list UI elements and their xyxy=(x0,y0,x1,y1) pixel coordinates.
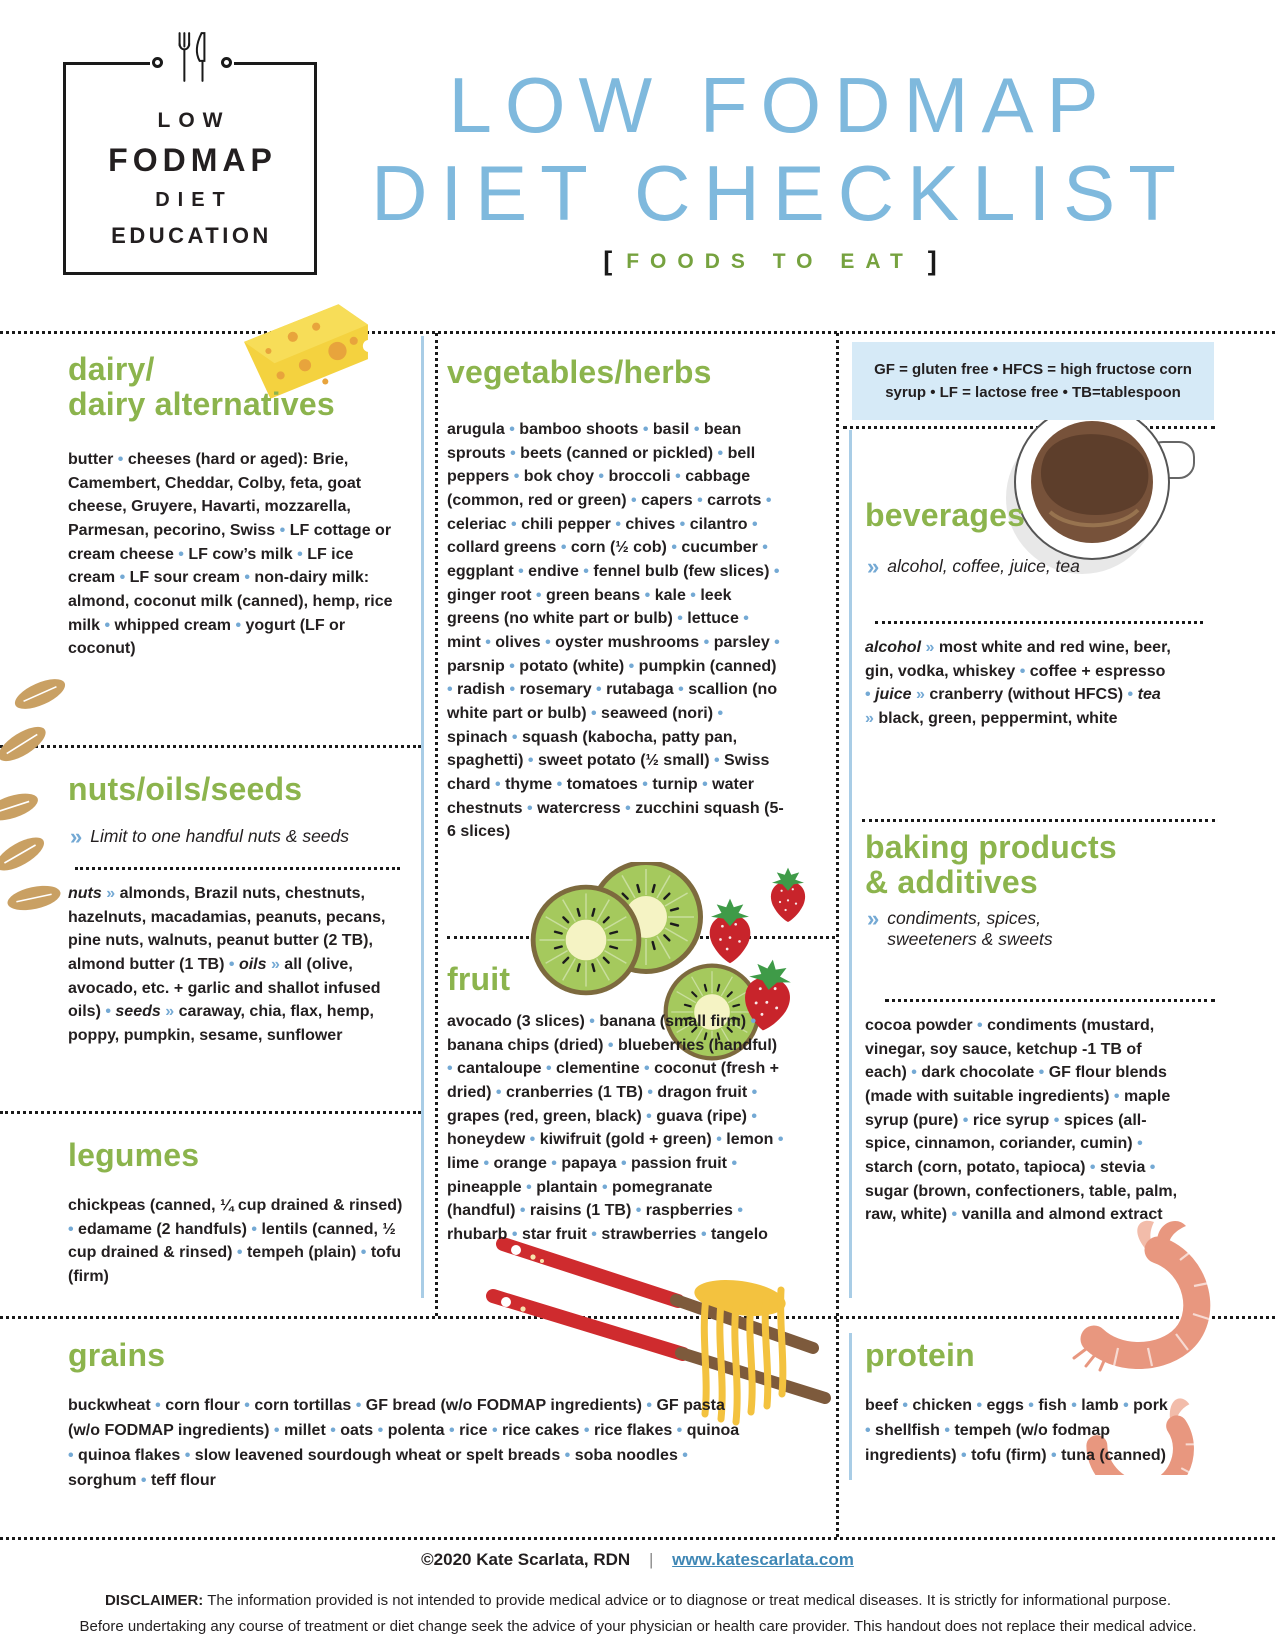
section-title-beverages: beverages xyxy=(865,497,1026,533)
bullet-separator: • xyxy=(631,1202,646,1220)
bullet-separator: • xyxy=(231,616,246,634)
bullet-separator: • xyxy=(447,1060,458,1078)
bullet-separator: • xyxy=(747,515,758,533)
bullet-separator: • xyxy=(597,1178,613,1196)
bullet-separator: • xyxy=(641,1107,657,1125)
column-rule xyxy=(421,336,424,1298)
dotted-divider xyxy=(862,819,1215,822)
bullet-separator: • xyxy=(637,776,653,794)
item-lead: nuts xyxy=(68,885,102,902)
bullet-separator: • xyxy=(552,776,567,794)
bullet-separator: • xyxy=(525,1131,540,1149)
bullet-separator: • xyxy=(113,451,128,468)
nuts-oils-seeds-items: nuts » almonds, Brazil nuts, chestnuts, hazelnuts, macadamias, peanuts, pecans, pine nuts, walnuts, peanut butter (2 TB), almond butter (1 TB) • oils » all (olive, avocado, etc. + garlic and shallot infused oils) • seeds » caraway, chia, flax, hemp, poppy, pumpkin, sesame, sunflower xyxy=(68,885,386,1045)
chevron-right-icon: » xyxy=(865,710,879,728)
page-title-line1: LOW FODMAP xyxy=(448,61,1112,149)
bullet-separator: • xyxy=(269,1421,284,1439)
disclaimer xyxy=(48,1588,1228,1640)
bullet-separator: • xyxy=(711,1131,727,1149)
bullet-separator: • xyxy=(897,1397,913,1414)
bullet-separator: • xyxy=(531,586,546,604)
logo-line: EDUCATION xyxy=(111,223,272,248)
bullet-separator: • xyxy=(906,1064,922,1082)
bullet-separator: • xyxy=(578,563,594,581)
logo-line: DIET xyxy=(155,189,233,211)
section-title-fruit: fruit xyxy=(447,961,511,997)
bullet-separator: • xyxy=(556,539,571,557)
bullet-separator: • xyxy=(972,1397,987,1414)
bullet-separator: • xyxy=(246,1220,262,1238)
bullet-separator: • xyxy=(479,1155,494,1173)
coffee-cup-icon xyxy=(1000,400,1200,578)
bullet-separator: • xyxy=(447,681,458,699)
bullet-separator: • xyxy=(504,421,520,438)
bullet-separator: • xyxy=(1015,662,1030,680)
bullet-separator: • xyxy=(507,1226,522,1244)
bullet-separator: • xyxy=(507,728,522,746)
bullet-separator: • xyxy=(773,1131,784,1149)
bullet-separator: • xyxy=(697,776,713,794)
bullet-separator: • xyxy=(541,1060,557,1078)
bullet-separator: • xyxy=(521,1178,537,1196)
logo-line: FODMAP xyxy=(108,142,277,178)
beverages-items: alcohol » most white and red wine, beer, gin, vodka, whiskey • coffee + espresso • juice » cranberry (without HFCS) • tea » black, green, peppermint, white xyxy=(865,639,1171,728)
bullet-separator: • xyxy=(1109,1088,1124,1106)
bullet-separator: • xyxy=(560,1446,575,1464)
bullet-separator: • xyxy=(115,569,130,587)
bullet-separator: • xyxy=(505,444,521,462)
section-title-nuts-oils-seeds: nuts/oils/seeds xyxy=(68,771,303,807)
chevron-right-icon: » xyxy=(921,639,939,656)
bullet-separator: • xyxy=(540,634,556,652)
dotted-divider xyxy=(885,999,1215,1002)
bullet-separator: • xyxy=(1049,1111,1064,1129)
dairy-items: butter • cheeses (hard or aged): Brie, Camembert, Cheddar, Colby, feta, goat cheese, Gruyere, Havarti, mozzarella, Parmesan, pecorino, Swiss • LF cottage or cream cheese • LF cow’s milk • LF ice cream • LF sour cream • non-dairy milk: almond, coconut milk (canned), hemp, rice milk • whipped cream • yogurt (LF or coconut) xyxy=(68,451,393,658)
bullet-separator: • xyxy=(523,752,538,770)
section-title-baking: baking products & additives xyxy=(865,829,1117,901)
bullet-separator: • xyxy=(696,1226,712,1244)
bullet-separator: • xyxy=(673,681,689,699)
item-lead: alcohol xyxy=(865,639,922,656)
dotted-divider xyxy=(0,1537,1275,1540)
bracket-close: ] xyxy=(927,246,937,276)
bullet-separator: • xyxy=(672,1421,687,1439)
chevron-right-icon: » xyxy=(911,686,930,704)
bullet-separator: • xyxy=(670,468,686,486)
bullet-separator: • xyxy=(546,1155,562,1173)
bullet-separator: • xyxy=(444,1421,460,1439)
bullet-separator: • xyxy=(620,799,636,817)
bullet-separator: • xyxy=(865,686,876,704)
bullet-separator: • xyxy=(515,1202,530,1220)
bullet-separator: • xyxy=(689,421,704,438)
bullet-separator: • xyxy=(947,1206,962,1224)
bullet-separator: • xyxy=(579,1421,594,1439)
bullet-separator: • xyxy=(709,752,725,770)
bullet-separator: • xyxy=(958,1111,973,1129)
bullet-separator: • xyxy=(505,681,520,699)
bullet-separator: • xyxy=(769,634,780,652)
bullet-separator: • xyxy=(351,1397,366,1414)
dotted-divider xyxy=(0,331,1275,334)
bullet-separator: • xyxy=(746,1107,757,1125)
bullet-separator: • xyxy=(480,634,496,652)
disclaimer-line1: DISCLAIMER: The information provided is not intended to provide medical advice or to diagnose or treat medical diseases. It is strictly for informational purpose. xyxy=(104,1592,1172,1609)
bullet-separator: • xyxy=(738,610,749,628)
item-lead: seeds xyxy=(115,1003,161,1021)
bullet-separator: • xyxy=(150,1397,166,1414)
bullet-separator: • xyxy=(373,1421,388,1439)
bullet-separator: • xyxy=(239,569,255,587)
section-title-dairy: dairy/ dairy alternatives xyxy=(68,351,335,423)
copyright-text: ©2020 Kate Scarlata, RDN xyxy=(421,1550,631,1569)
dotted-divider xyxy=(75,867,400,870)
bullet-separator: • xyxy=(616,1155,631,1173)
column-rule xyxy=(849,430,852,1298)
bullet-separator: • xyxy=(610,515,626,533)
bullet-separator: • xyxy=(939,1421,955,1439)
bullet-separator: • xyxy=(639,1060,655,1078)
logo-box xyxy=(63,62,317,275)
logo-line: LOW xyxy=(157,109,231,132)
vegetables-items: arugula • bamboo shoots • basil • bean sprouts • beets (canned or pickled) • bell peppers • bok choy • broccoli • cabbage (common, red or green) • capers • carrots • celeriac • chili pepper • chives • cilantro • collard greens • corn (½ cob) • cucumber • eggplant • endive • fennel bulb (few slices) • ginger root • green beans • kale • leek greens (no white part or bulb) • lettuce • mint • olives • oyster mushrooms • parsley • parsnip • potato (white) • pumpkin (canned) • radish • rosemary • rutabaga • scallion (no white part or bulb) • seaweed (nori) • spinach • squash (kabocha, patty pan, spaghetti) • sweet potato (½ small) • Swiss chard • thyme • tomatoes • turnip • water chestnuts • watercress • zucchini squash (5-6 slices) xyxy=(447,421,784,841)
bullet-separator: • xyxy=(1123,686,1138,704)
logo-accent-dot xyxy=(152,57,163,68)
bullet-separator: • xyxy=(292,545,308,563)
bullet-separator: • xyxy=(641,1397,657,1414)
bullet-separator: • xyxy=(490,776,506,794)
bullet-separator: • xyxy=(586,705,602,723)
legumes-items: chickpeas (canned, ¼ cup drained & rinsed) • edamame (2 handfuls) • lentils (canned, ½ cup drained & rinsed) • tempeh (plain) • tofu (firm) xyxy=(68,1197,403,1286)
bullet-separator: • xyxy=(173,545,189,563)
grains-items: buckwheat • corn flour • corn tortillas • GF bread (w/o FODMAP ingredients) • GF pasta (w/o FODMAP ingredients) • millet • oats • polenta • rice • rice cakes • rice flakes • quinoa • quinoa flakes • slow leavened sourdough wheat or spelt breads • soba noodles • sorghum • teff flour xyxy=(68,1397,740,1489)
bullet-separator: • xyxy=(100,616,115,634)
bullet-separator: • xyxy=(727,1155,738,1173)
page-title-line2: DIET CHECKLIST xyxy=(371,149,1189,237)
section-title-protein: protein xyxy=(865,1337,975,1373)
disclaimer-line2: Before undertaking any course of treatment or diet change seek the advice of your physician or health care provider. This handout does not replace their medical advice. xyxy=(79,1617,1197,1635)
bullet-separator: • xyxy=(591,681,607,699)
dotted-column-divider xyxy=(836,333,839,1316)
bullet-separator: • xyxy=(761,492,772,510)
bullet-separator: • xyxy=(732,1202,743,1220)
bullet-separator: • xyxy=(746,1013,757,1030)
bullet-separator: • xyxy=(1085,1159,1100,1177)
chevron-right-icon: » xyxy=(867,554,877,579)
bullet-separator: • xyxy=(666,539,682,557)
bullet-separator: • xyxy=(325,1421,341,1439)
chevron-right-icon: » xyxy=(266,956,285,974)
bullet-separator: • xyxy=(713,705,724,723)
bullet-separator: • xyxy=(584,1013,600,1030)
footer-credit xyxy=(0,1550,1275,1570)
bullet-separator: • xyxy=(624,657,639,675)
page-subtitle xyxy=(340,246,1200,277)
bullet-separator: • xyxy=(747,1084,758,1102)
item-lead: tea xyxy=(1137,686,1161,704)
bullet-separator: • xyxy=(1046,1446,1062,1464)
dotted-column-divider xyxy=(435,333,438,1316)
bullet-separator: • xyxy=(1145,1159,1156,1177)
bullet-separator: • xyxy=(275,522,290,540)
bullet-separator: • xyxy=(642,1084,658,1102)
bullet-separator: • xyxy=(232,1244,247,1262)
fork-knife-icon xyxy=(171,30,213,84)
protein-items: beef • chicken • eggs • fish • lamb • pork • shellfish • tempeh (w/o fodmap ingredients) • tofu (firm) • tuna (canned) xyxy=(865,1397,1168,1464)
seeds-icon xyxy=(0,672,70,917)
bullet-separator: • xyxy=(1066,1397,1082,1414)
subtitle-text: FOODS TO EAT xyxy=(626,250,914,273)
separator: | xyxy=(648,1550,654,1569)
baking-items: cocoa powder • condiments (mustard, vinegar, soy sauce, ketchup -1 TB of each) • dark chocolate • GF flour blends (made with suitable ingredients) • maple syrup (pure) • rice syrup • spices (all-spice, cinnamon, coriander, cumin) • starch (corn, potato, tapioca) • stevia • sugar (brown, confectioners, table, palm, raw, white) • vanilla and almond extract xyxy=(865,1017,1178,1224)
bullet-separator: • xyxy=(68,1446,79,1464)
bullet-separator: • xyxy=(1132,1135,1143,1153)
bullet-separator: • xyxy=(626,492,642,510)
chevron-right-icon: » xyxy=(160,1003,179,1021)
bullet-separator: • xyxy=(972,1017,988,1034)
bullet-separator: • xyxy=(68,1220,79,1238)
bullet-separator: • xyxy=(713,444,728,462)
bullet-separator: • xyxy=(239,1397,255,1414)
bullet-separator: • xyxy=(956,1446,972,1464)
bullet-separator: • xyxy=(356,1244,371,1262)
bracket-open: [ xyxy=(603,246,613,276)
bullet-separator: • xyxy=(487,1421,503,1439)
bullet-separator: • xyxy=(640,586,655,604)
item-lead: oils xyxy=(238,956,267,974)
beverages-note: » alcohol, coffee, juice, tea xyxy=(867,554,1080,579)
dotted-divider xyxy=(875,621,1203,624)
bullet-separator: • xyxy=(1118,1397,1134,1414)
bullet-separator: • xyxy=(504,657,520,675)
bullet-separator: • xyxy=(638,421,653,438)
bullet-separator: • xyxy=(675,515,690,533)
chevron-right-icon: » xyxy=(70,824,80,849)
logo-accent-dot xyxy=(221,57,232,68)
section-title-grains: grains xyxy=(68,1337,166,1373)
section-title-legumes: legumes xyxy=(68,1137,200,1173)
baking-note: » condiments, spices, sweeteners & sweets xyxy=(867,906,1053,949)
bullet-separator: • xyxy=(593,468,609,486)
bullet-separator: • xyxy=(509,468,524,486)
item-lead: juice xyxy=(875,686,912,704)
chevron-right-icon: » xyxy=(867,906,877,931)
bullet-separator: • xyxy=(1034,1064,1049,1082)
dotted-divider xyxy=(0,1111,421,1114)
bullet-separator: • xyxy=(506,515,522,533)
abbreviation-legend: GF = gluten free • HFCS = high fructose corn syrup • LF = lactose free • TB=tablespoon xyxy=(852,342,1214,420)
website-link[interactable]: www.katescarlata.com xyxy=(672,1550,854,1569)
disclaimer-label: DISCLAIMER: xyxy=(104,1592,204,1609)
bullet-separator: • xyxy=(865,1421,876,1439)
fruit-items: avocado (3 slices) • banana (small firm) • banana chips (dried) • blueberries (handful) • cantaloupe • clementine • coconut (fresh + dried) • cranberries (1 TB) • dragon fruit • grapes (red, green, black) • guava (ripe) • honeydew • kiwifruit (gold + green) • lemon • lime • orange • papaya • passion fruit • pineapple • plantain • pomegranate (handful) • raisins (1 TB) • raspberries • rhubarb • star fruit • strawberries • tangelo xyxy=(447,1013,784,1244)
bullet-separator: • xyxy=(603,1036,618,1054)
bullet-separator: • xyxy=(100,1003,116,1021)
bullet-separator: • xyxy=(699,634,714,652)
chevron-right-icon: » xyxy=(101,885,120,902)
bullet-separator: • xyxy=(224,956,239,974)
bullet-separator: • xyxy=(491,1084,506,1102)
bullet-separator: • xyxy=(672,610,688,628)
bullet-separator: • xyxy=(769,563,780,581)
nuts-note: » Limit to one handful nuts & seeds xyxy=(70,824,350,849)
section-title-vegetables: vegetables/herbs xyxy=(447,354,712,390)
bullet-separator: • xyxy=(136,1471,151,1489)
bullet-separator: • xyxy=(522,799,538,817)
bullet-separator: • xyxy=(685,586,701,604)
bullet-separator: • xyxy=(1023,1397,1039,1414)
bullet-separator: • xyxy=(180,1446,195,1464)
bullet-separator: • xyxy=(677,1446,688,1464)
bullet-separator: • xyxy=(757,539,768,557)
bullet-separator: • xyxy=(513,563,529,581)
bullet-separator: • xyxy=(692,492,708,510)
bullet-separator: • xyxy=(586,1226,602,1244)
